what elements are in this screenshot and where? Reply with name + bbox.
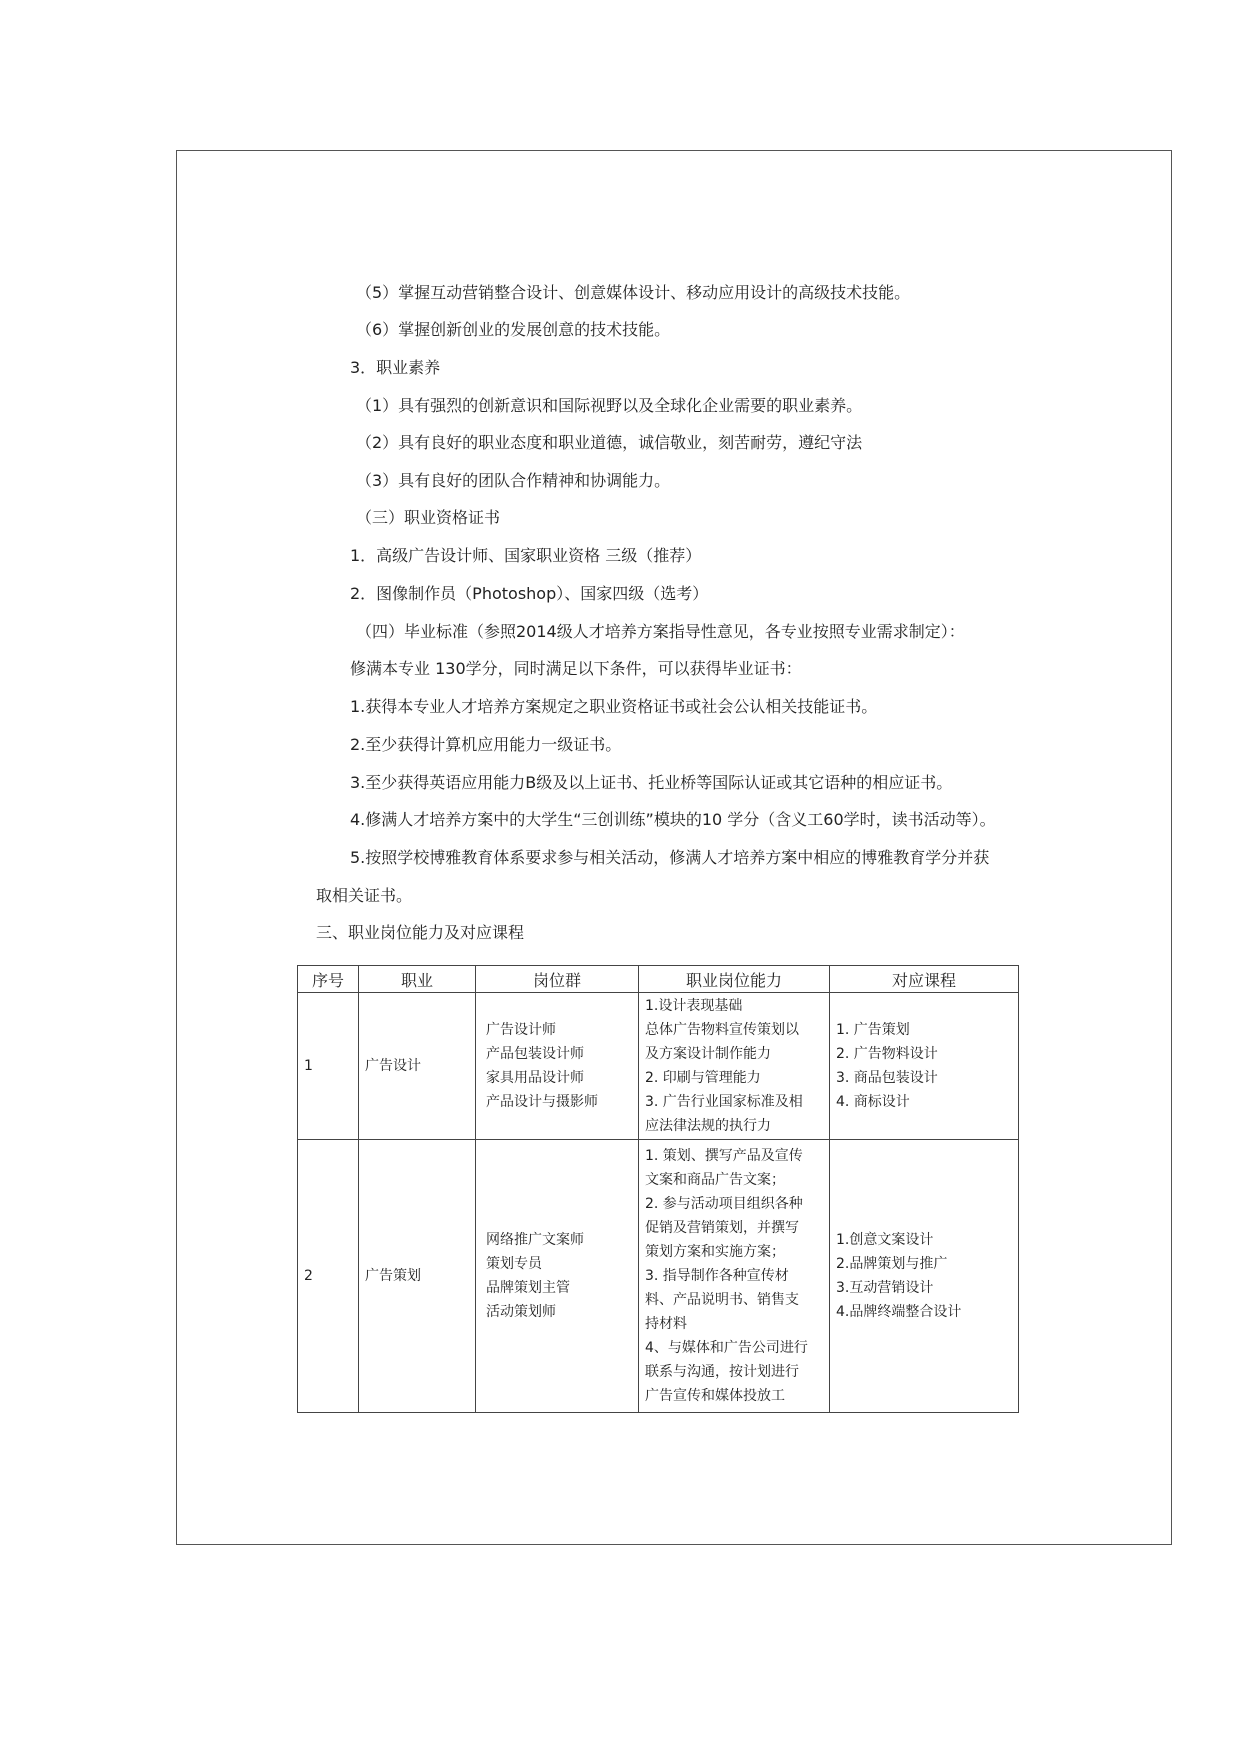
course-item: 4.品牌终端整合设计 (836, 1304, 962, 1320)
ability-item: 及方案设计制作能力 (645, 1046, 771, 1062)
text-line: 3．职业素养 (350, 358, 441, 377)
cell-courses (830, 1140, 1019, 1413)
course-item: 1. 广告策划 (836, 1022, 910, 1038)
header-courses: 对应课程 (830, 966, 1019, 993)
course-item: 2.品牌策划与推广 (836, 1256, 948, 1272)
table-row (298, 1140, 1019, 1413)
text-line: 4.修满人才培养方案中的大学生“三创训练”模块的10 学分（含义工60学时，读书活动等）。 (350, 810, 996, 829)
text-line: （2）具有良好的职业态度和职业道德，诚信敬业，刻苦耐劳，遵纪守法 (356, 433, 863, 452)
ability-item: 持材料 (645, 1316, 687, 1332)
cell-positions (476, 1140, 639, 1413)
text-line: 修满本专业 130学分，同时满足以下条件，可以获得毕业证书： (350, 659, 802, 678)
course-item: 3. 商品包装设计 (836, 1070, 938, 1086)
cell-no: 2 (298, 1140, 359, 1413)
cell-courses (830, 993, 1019, 1140)
course-item: 2. 广告物料设计 (836, 1046, 938, 1062)
section-heading: 三、职业岗位能力及对应课程 (316, 923, 525, 942)
ability-item: 3. 指导制作各种宣传材 (645, 1268, 789, 1284)
position-item: 活动策划师 (486, 1304, 556, 1320)
cell-positions (476, 993, 639, 1140)
course-item: 3.互动营销设计 (836, 1280, 934, 1296)
ability-item: 1. 策划、撰写产品及宣传 (645, 1148, 803, 1164)
section-heading: （四）毕业标准（参照2014级人才培养方案指导性意见，各专业按照专业需求制定）： (356, 622, 965, 641)
ability-item: 策划方案和实施方案； (645, 1244, 785, 1260)
ability-item: 促销及营销策划，并撰写 (645, 1220, 799, 1236)
position-item: 策划专员 (486, 1256, 542, 1272)
job-ability-table (297, 965, 1019, 1413)
course-item: 4. 商标设计 (836, 1094, 910, 1110)
header-no: 序号 (298, 966, 359, 993)
position-item: 家具用品设计师 (486, 1070, 584, 1086)
position-item: 广告设计师 (486, 1022, 556, 1038)
ability-item: 总体广告物料宣传策划以 (645, 1022, 799, 1038)
ability-item: 4、与媒体和广告公司进行 (645, 1340, 808, 1356)
ability-item: 1.设计表现基础 (645, 998, 743, 1014)
header-positions: 岗位群 (476, 966, 639, 993)
text-line: （5）掌握互动营销整合设计、创意媒体设计、移动应用设计的高级技术技能。 (356, 283, 911, 302)
ability-item: 2. 印刷与管理能力 (645, 1070, 761, 1086)
text-line: 1.获得本专业人才培养方案规定之职业资格证书或社会公认相关技能证书。 (350, 697, 878, 716)
text-line: （1）具有强烈的创新意识和国际视野以及全球化企业需要的职业素养。 (356, 396, 863, 415)
ability-item: 广告宣传和媒体投放工 (645, 1388, 785, 1404)
position-item: 品牌策划主管 (486, 1280, 570, 1296)
position-item: 产品设计与摄影师 (486, 1094, 598, 1110)
cell-abilities (639, 1140, 830, 1413)
text-line: 5.按照学校博雅教育体系要求参与相关活动，修满人才培养方案中相应的博雅教育学分并获 (350, 848, 990, 867)
position-item: 网络推广文案师 (486, 1232, 584, 1248)
ability-item: 文案和商品广告文案； (645, 1172, 785, 1188)
cell-no: 1 (298, 993, 359, 1140)
ability-item: 应法律法规的执行力 (645, 1118, 771, 1134)
header-job: 职业 (359, 966, 476, 993)
text-line: 2.至少获得计算机应用能力一级证书。 (350, 735, 622, 754)
cell-job: 广告设计 (359, 993, 476, 1140)
header-abilities: 职业岗位能力 (639, 966, 830, 993)
text-line: 3.至少获得英语应用能力B级及以上证书、托业桥等国际认证或其它语种的相应证书。 (350, 773, 953, 792)
text-line: （3）具有良好的团队合作精神和协调能力。 (356, 471, 671, 490)
course-item: 1.创意文案设计 (836, 1232, 934, 1248)
text-line: 2．图像制作员（Photoshop）、国家四级（选考） (350, 584, 709, 603)
ability-item: 3. 广告行业国家标准及相 (645, 1094, 803, 1110)
ability-item: 2. 参与活动项目组织各种 (645, 1196, 803, 1212)
text-line: 取相关证书。 (316, 886, 413, 905)
ability-item: 联系与沟通，按计划进行 (645, 1364, 799, 1380)
table-row (298, 993, 1019, 1140)
cell-abilities (639, 993, 830, 1140)
table-header-row (298, 966, 1019, 993)
position-item: 产品包装设计师 (486, 1046, 584, 1062)
cell-job: 广告策划 (359, 1140, 476, 1413)
text-line: （6）掌握创新创业的发展创意的技术技能。 (356, 320, 671, 339)
text-line: 1．高级广告设计师、国家职业资格 三级（推荐） (350, 546, 702, 565)
section-heading: （三）职业资格证书 (356, 508, 501, 527)
ability-item: 料、产品说明书、销售支 (645, 1292, 799, 1308)
